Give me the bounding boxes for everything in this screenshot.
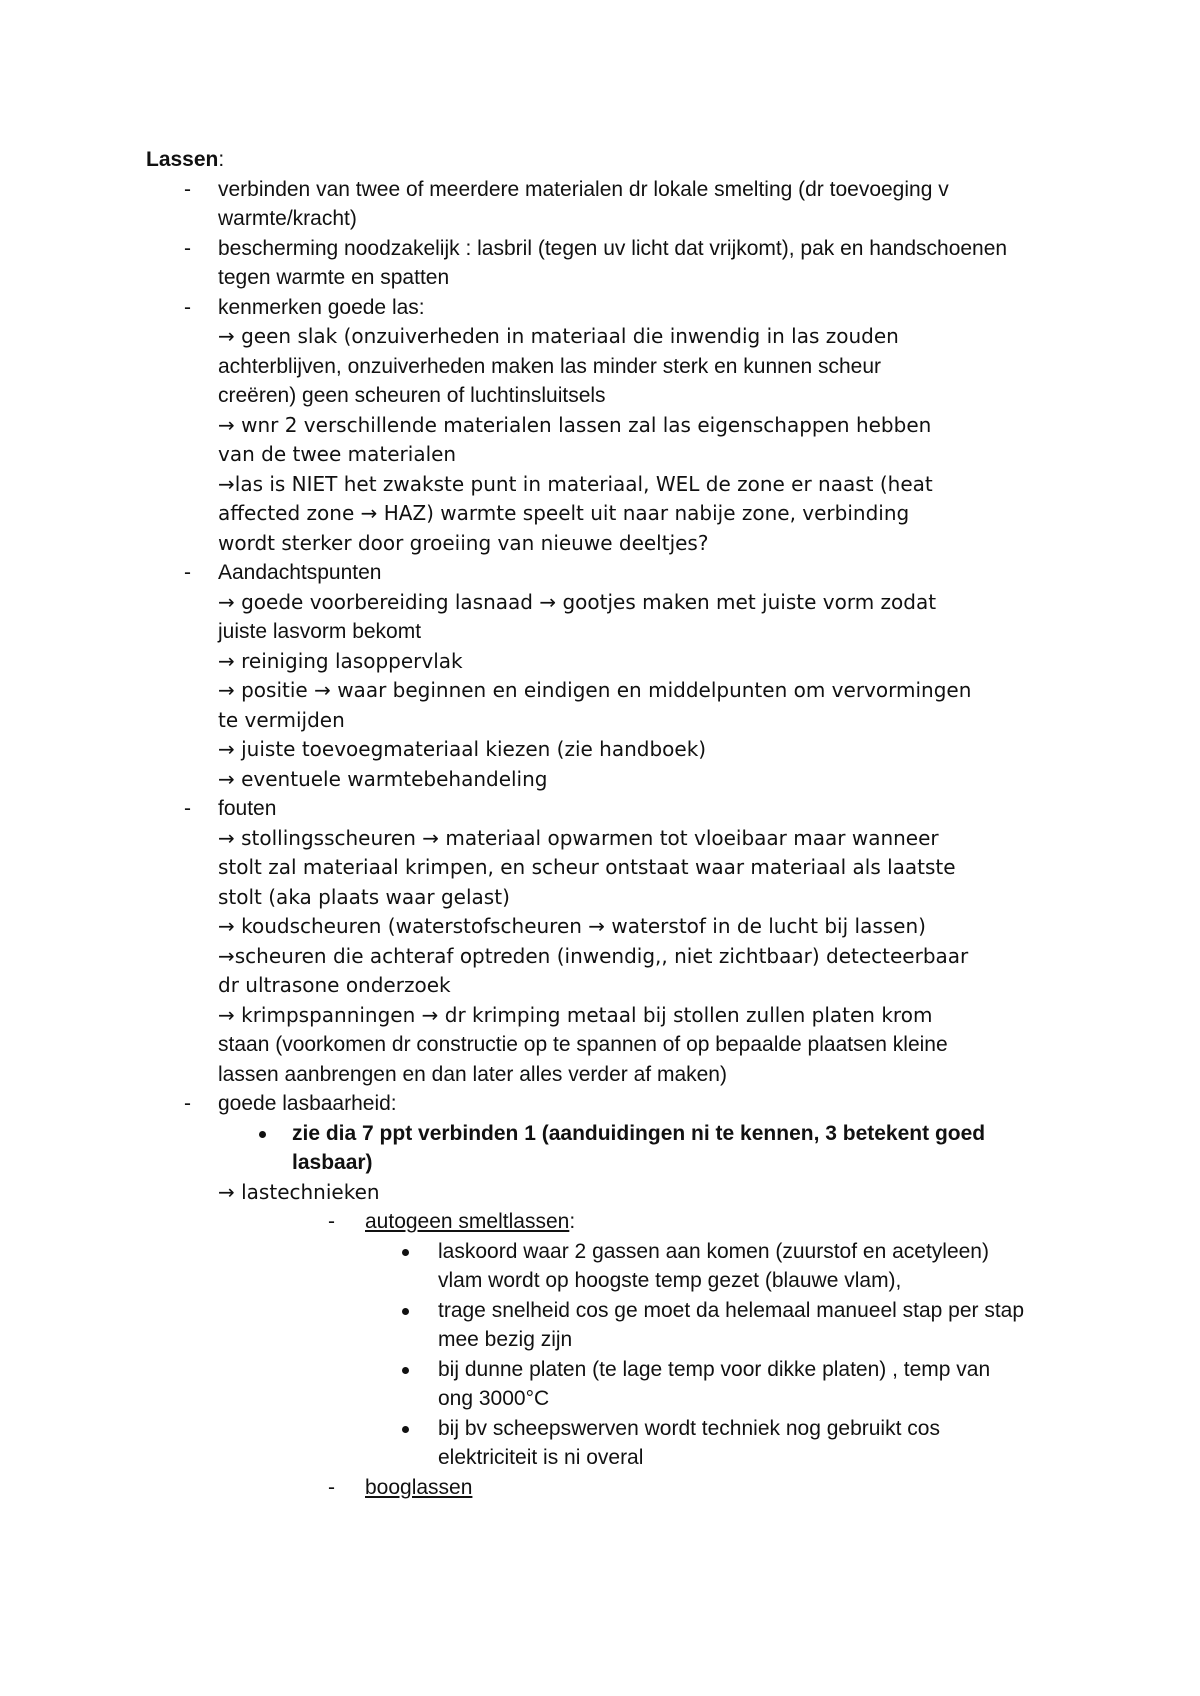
item-line: creëren) geen scheuren of luchtinsluitsels [218,384,606,407]
technique-bullet [146,1296,1076,1355]
item-line: → goede voorbereiding lasnaad → gootjes maken met juiste vorm zodat [218,589,937,614]
heading-colon: : [218,148,225,171]
dash-marker: - [184,1092,191,1115]
technique-bullet [146,1355,1076,1414]
item-line: → juiste toevoegmateriaal kiezen (zie handboek) [218,737,707,761]
item-line: → positie → waar beginnen en eindigen en middelpunten om vervormingen [218,678,972,702]
item-line: → stollingsscheuren → materiaal opwarmen tot vloeibaar maar wanneer [218,825,939,850]
item-line: achterblijven, onzuiverheden maken las minder sterk en kunnen scheur [218,354,882,378]
dash-marker: - [184,236,191,260]
item-line: affected zone → HAZ) warmte speelt uit naar nabije zone, verbinding [218,501,910,525]
item-line: warmte/kracht) [218,207,357,230]
dash-marker: - [184,797,191,820]
item-line: juiste lasvorm bekomt [218,620,422,643]
bullet-marker [402,1367,409,1374]
list-item [146,234,1076,293]
item-line: bescherming noodzakelijk : lasbril (tegen uv licht dat vrijkomt), pak en handschoenen [218,236,1008,260]
list-item [146,175,1076,234]
technique-bullet [146,1237,1076,1296]
technique-suffix: : [569,1210,576,1233]
technique-name: booglassen [365,1475,473,1499]
dash-marker: - [328,1210,335,1233]
item-line: lassen aanbrengen en dan later alles verder af maken) [218,1062,727,1086]
bullet-line: lasbaar) [292,1151,373,1174]
heading-title: Lassen [146,148,219,171]
item-line: goede lasbaarheid: [218,1092,397,1115]
list-item [146,293,1076,559]
technique-name: autogeen smeltlassen [365,1210,570,1233]
bullet-line: zie dia 7 ppt verbinden 1 (aanduidingen ni te kennen, 3 betekent goed [292,1121,986,1145]
item-line: verbinden van twee of meerdere materialen dr lokale smelting (dr toevoeging v [218,177,949,201]
item-line: Aandachtspunten [218,561,382,584]
document-content [146,145,1076,1502]
bullet-marker [402,1308,409,1315]
bullet-line: bij bv scheepswerven wordt techniek nog gebruikt cos [438,1416,940,1440]
item-line: → eventuele warmtebehandeling [218,766,548,791]
list-item [146,1089,1076,1119]
bullet-marker [402,1249,409,1256]
bullet-line: trage snelheid cos ge moet da helemaal manueel stap per stap [438,1298,1025,1322]
bullet-line: mee bezig zijn [438,1328,573,1351]
technique-bullet [146,1414,1076,1473]
bullet-line: laskoord waar 2 gassen aan komen (zuurstof en acetyleen) [438,1239,989,1263]
bold-bullet-item [146,1119,1076,1178]
item-line: → reiniging lasoppervlak [218,648,463,673]
technique-heading [146,1473,1076,1503]
item-line: → krimpspanningen → dr krimping metaal bij stollen zullen platen krom [218,1002,933,1027]
dash-marker: - [184,295,191,319]
list-item [146,558,1076,794]
item-line: fouten [218,797,277,820]
bullet-line: bij dunne platen (te lage temp voor dikke platen) , temp van [438,1357,991,1381]
item-line: van de twee materialen [218,442,457,466]
item-line: kenmerken goede las: [218,295,425,319]
item-line: →las is NIET het zwakste punt in materiaal, WEL de zone er naast (heat [218,471,933,496]
technique-heading [146,1207,1076,1237]
item-line: te vermijden [218,707,345,732]
item-line: tegen warmte en spatten [218,266,450,289]
bullet-marker [402,1426,409,1433]
item-line: → geen slak (onzuiverheden in materiaal die inwendig in las zouden [218,324,899,348]
item-line: stolt zal materiaal krimpen, en scheur ontstaat waar materiaal als laatste [218,855,956,879]
section-heading [146,145,1076,175]
item-line: wordt sterker door groeiing van nieuwe deeltjes? [218,530,709,555]
list-item [146,794,1076,1089]
dash-marker: - [184,561,191,584]
bullet-marker [259,1131,266,1138]
item-line: → wnr 2 verschillende materialen lassen zal las eigenschappen hebben [218,412,932,437]
item-line: stolt (aka plaats waar gelast) [218,884,510,909]
arrow-line: → lastechnieken [218,1179,380,1204]
item-line: → koudscheuren (waterstofscheuren → waterstof in de lucht bij lassen) [218,914,926,938]
bullet-line: ong 3000°C [438,1387,550,1410]
bullet-line: vlam wordt op hoogste temp gezet (blauwe vlam), [438,1269,902,1292]
bullet-line: elektriciteit is ni overal [438,1446,644,1469]
item-line: →scheuren die achteraf optreden (inwendig,, niet zichtbaar) detecteerbaar [218,943,969,968]
item-line: staan (voorkomen dr constructie op te spannen of op bepaalde plaatsen kleine [218,1033,948,1056]
dash-marker: - [184,177,191,201]
item-line: dr ultrasone onderzoek [218,973,451,997]
dash-marker: - [328,1475,335,1499]
